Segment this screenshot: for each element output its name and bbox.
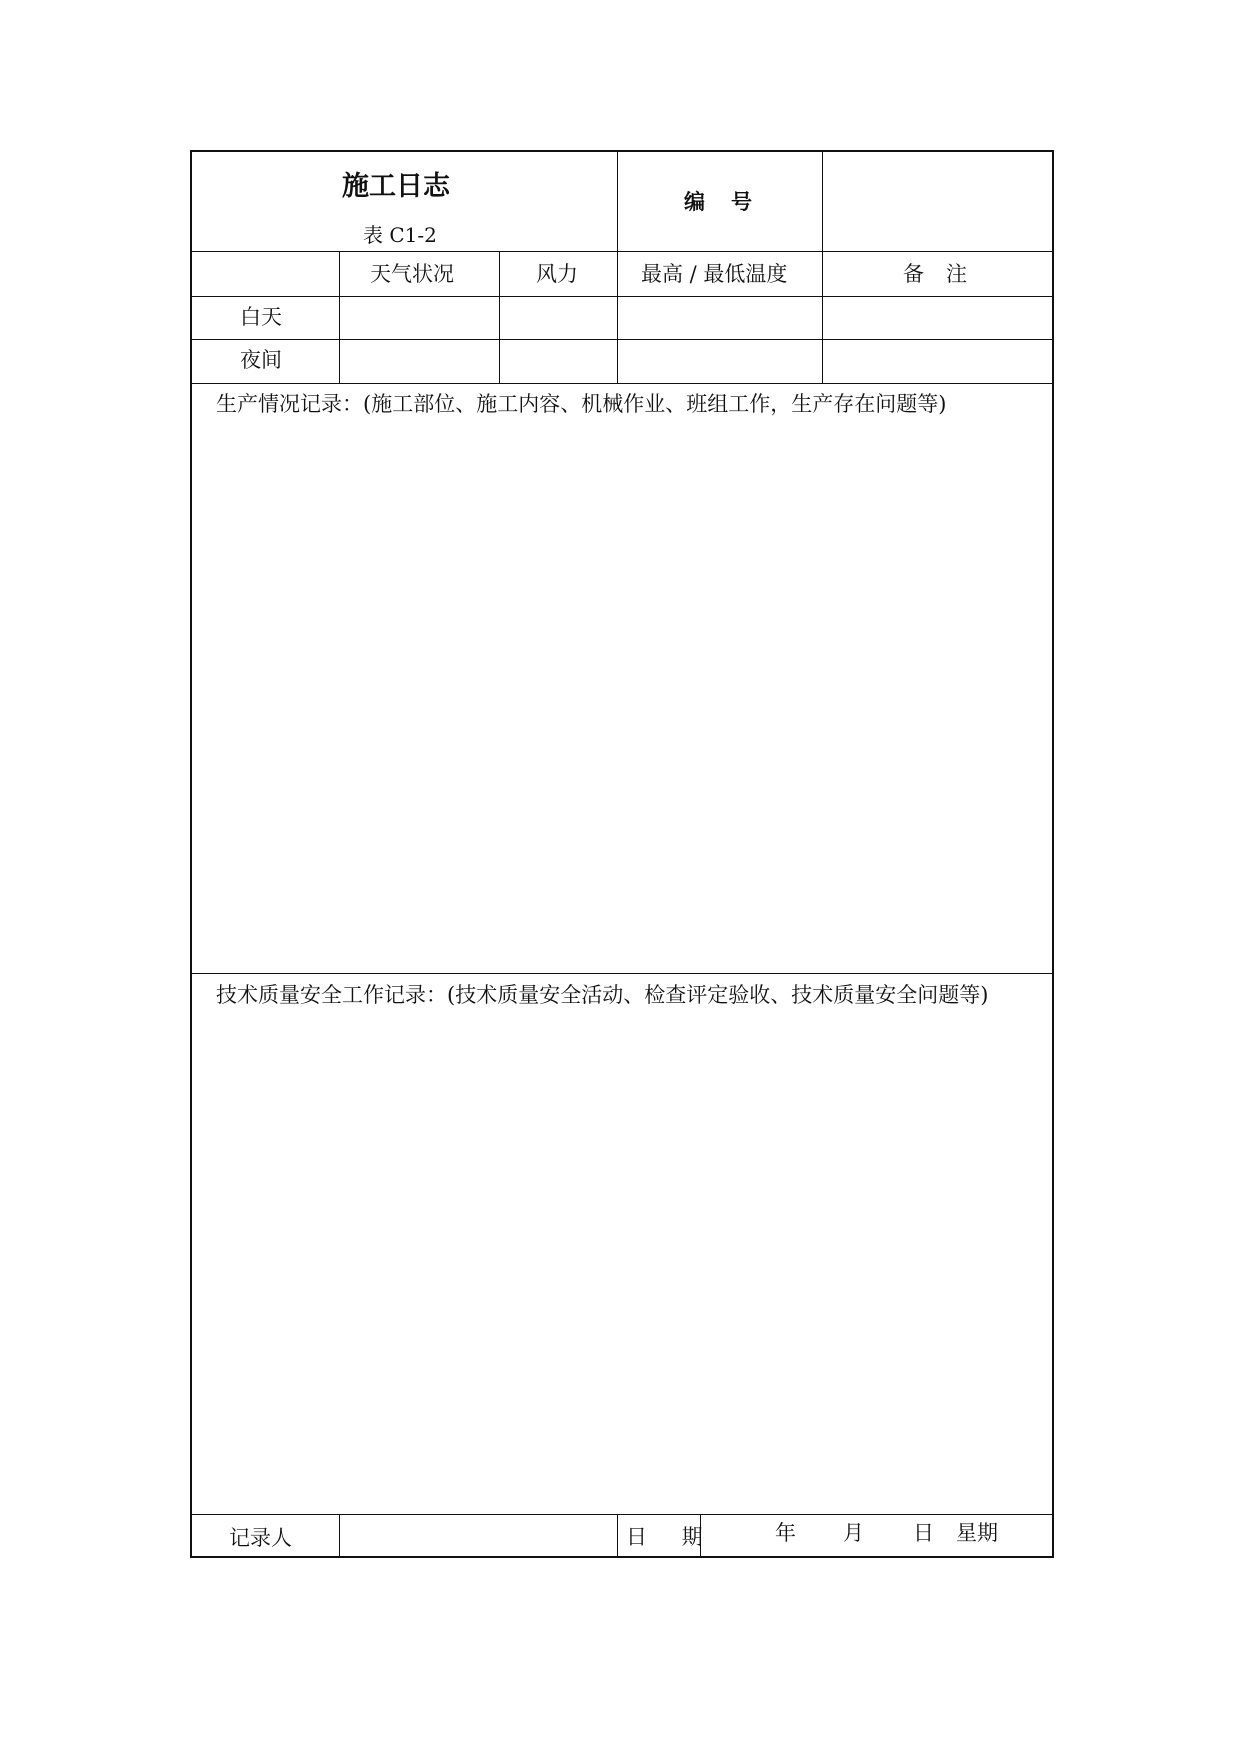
rule-production-bottom (192, 973, 1052, 974)
weather-header-remark: 备注 (903, 262, 989, 286)
day-condition-field[interactable] (341, 298, 498, 338)
weather-header-condition: 天气状况 (370, 262, 454, 286)
weather-row-night-label: 夜间 (240, 348, 282, 372)
code-label: 编号 (684, 190, 778, 214)
weather-header-wind: 风力 (536, 262, 578, 286)
rule-col-c (617, 152, 618, 383)
day-temperature-field[interactable] (619, 298, 821, 338)
day-wind-field[interactable] (501, 298, 616, 338)
production-record-label: 生产情况记录：(施工部位、施工内容、机械作业、班组工作，生产存在问题等) (216, 392, 947, 416)
rule-col-b (499, 251, 500, 383)
construction-log-form (190, 150, 1054, 1558)
form-title: 施工日志 (342, 171, 450, 202)
night-wind-field[interactable] (501, 341, 616, 382)
rule-quality-bottom (192, 1514, 1052, 1515)
date-day-label: 日 (913, 1521, 934, 1545)
date-year-label: 年 (775, 1521, 796, 1545)
day-remark-field[interactable] (824, 298, 1050, 338)
quality-safety-record-area[interactable] (194, 1014, 1050, 1513)
night-remark-field[interactable] (824, 341, 1050, 382)
rule-header-bottom (192, 251, 1052, 252)
recorder-label: 记录人 (229, 1526, 292, 1550)
rule-col-d (822, 152, 823, 383)
date-weekday-label: 星期 (956, 1521, 998, 1545)
recorder-field[interactable] (341, 1516, 616, 1557)
rule-weather-header-bottom (192, 296, 1052, 297)
date-month-label: 月 (843, 1521, 864, 1545)
code-value-field[interactable] (824, 154, 1050, 249)
weather-header-temperature: 最高 / 最低温度 (641, 262, 788, 286)
form-number: 表 C1-2 (363, 223, 437, 247)
night-temperature-field[interactable] (619, 341, 821, 382)
rule-footer-b (617, 1514, 618, 1558)
rule-day-bottom (192, 339, 1052, 340)
rule-night-bottom (192, 383, 1052, 384)
quality-safety-record-label: 技术质量安全工作记录：(技术质量安全活动、检查评定验收、技术质量安全问题等) (216, 983, 989, 1007)
weather-row-day-label: 白天 (240, 305, 282, 329)
night-condition-field[interactable] (341, 341, 498, 382)
date-label: 日 期 (626, 1525, 717, 1549)
rule-footer-a (339, 1514, 340, 1558)
production-record-area[interactable] (194, 424, 1050, 972)
rule-col-a (339, 251, 340, 383)
